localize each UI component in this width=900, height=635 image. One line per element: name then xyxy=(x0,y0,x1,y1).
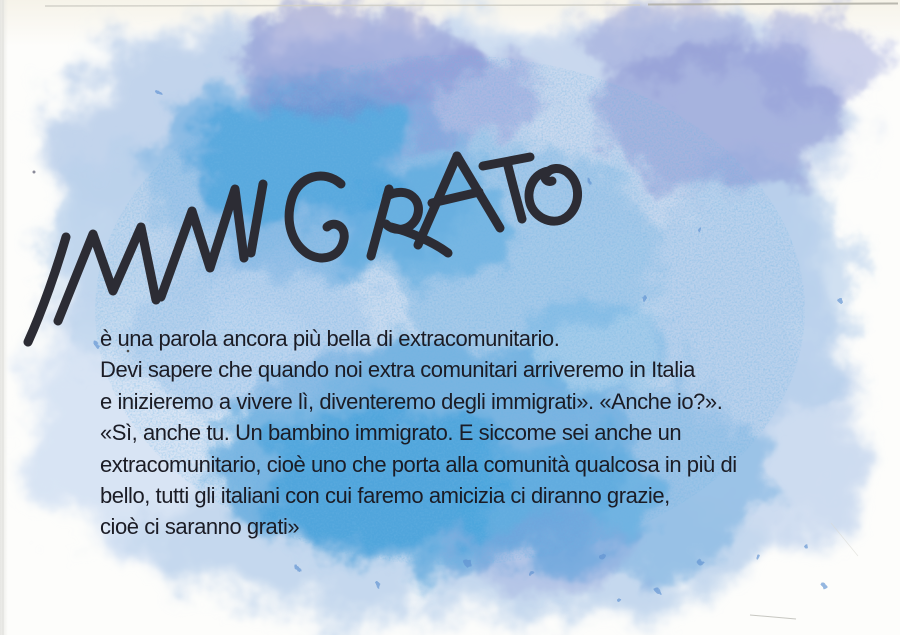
quote-line-4: «Sì, anche tu. Un bambino immigrato. E siccome sei anche un xyxy=(100,420,682,446)
quote-line-1: è una parola ancora più bella di extracomunitario. xyxy=(100,326,560,351)
quote-line-7: cioè ci saranno grati» xyxy=(100,514,300,540)
scan-left-shadow xyxy=(0,0,8,635)
quote-text-block xyxy=(100,323,737,543)
quote-line-6: bello, tutti gli italiani con cui faremo amicizia ci diranno grazie, xyxy=(100,483,670,509)
quote-line-2: Devi sapere che quando noi extra comunitari arriveremo in Italia xyxy=(100,357,695,383)
quote-line-3: e inizieremo a vivere lì, diventeremo degli immigrati». «Anche io?». xyxy=(100,388,723,414)
quote-line-5: extracomunitario, cioè uno che porta alla comunità qualcosa in più di xyxy=(100,451,737,477)
